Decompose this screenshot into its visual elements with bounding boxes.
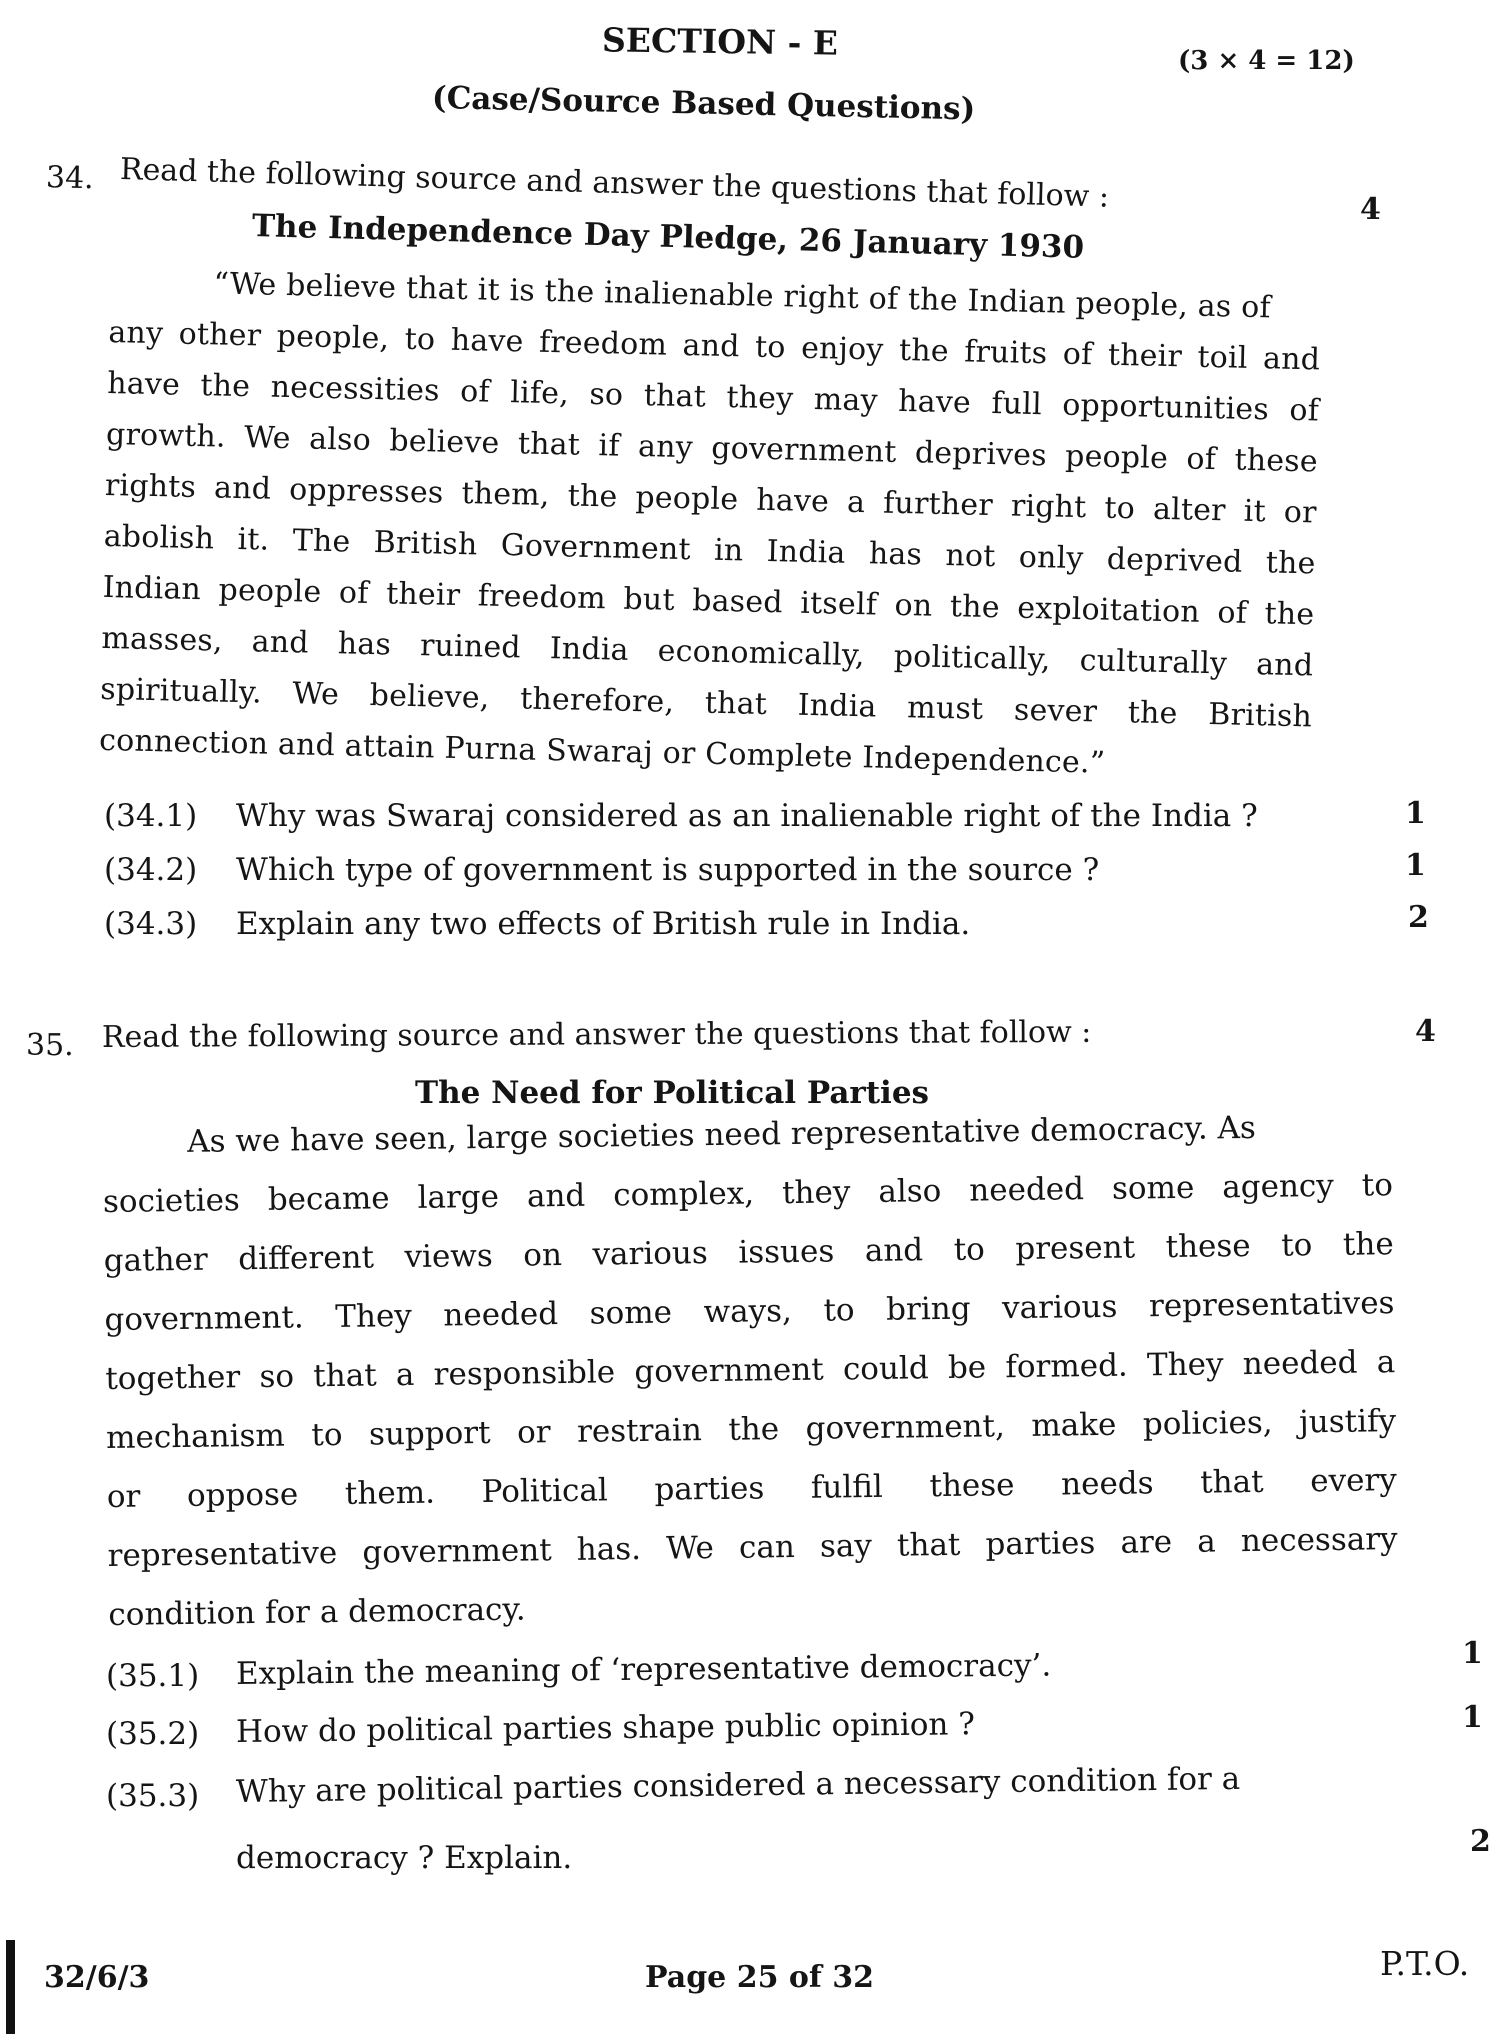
- sub-question-number: (34.1): [104, 798, 198, 834]
- section-marks-scheme: (3 × 4 = 12): [1178, 46, 1355, 76]
- sub-question-text: Explain the meaning of ‘representative democracy’.: [235, 1647, 1052, 1692]
- source-line: together so that a responsible government could be formed. They needed a: [105, 1344, 1396, 1397]
- sub-question-number: (35.3): [106, 1778, 200, 1814]
- page-number: Page 25 of 32: [645, 1960, 874, 1995]
- source-line: representative government has. We can say that parties are a necessary: [107, 1521, 1398, 1574]
- source-line: have the necessities of life, so that they may have full opportunities of: [106, 365, 1320, 429]
- source-line: any other people, to have freedom and to enjoy the fruits of their toil and: [108, 314, 1321, 378]
- source-line: growth. We also believe that if any government deprives people of these: [105, 416, 1319, 480]
- source-line: mechanism to support or restrain the government, make policies, justify: [105, 1403, 1397, 1456]
- sub-question-marks: 1: [1405, 796, 1426, 831]
- sub-question-marks: 1: [1405, 848, 1426, 883]
- sub-question-marks: 1: [1462, 1636, 1483, 1671]
- question-number: 34.: [45, 160, 95, 197]
- question-marks: 4: [1360, 192, 1381, 227]
- paper-code: 32/6/3: [44, 1960, 150, 1995]
- question-prompt: Read the following source and answer the questions that follow :: [101, 1014, 1092, 1055]
- pto-label: P.T.O.: [1380, 1944, 1470, 1983]
- source-title: The Independence Day Pledge, 26 January 1930: [251, 208, 1085, 266]
- sub-question-marks: 1: [1462, 1700, 1483, 1735]
- sub-question-text: How do political parties shape public opinion ?: [235, 1706, 976, 1750]
- source-line: As we have seen, large societies need representative democracy. As: [186, 1109, 1257, 1160]
- sub-question-text: Which type of government is supported in the source ?: [236, 852, 1100, 888]
- sub-question-text: Why was Swaraj considered as an inalienable right of the India ?: [236, 798, 1258, 834]
- sub-question-number: (35.1): [106, 1658, 200, 1694]
- sub-question-text-continued: democracy ? Explain.: [236, 1840, 573, 1876]
- section-heading: SECTION - E: [601, 20, 839, 63]
- source-line: rights and oppresses them, the people have a further right to alter it or: [104, 467, 1318, 531]
- section-subtitle: (Case/Source Based Questions): [431, 80, 976, 128]
- question-marks: 4: [1415, 1014, 1436, 1049]
- margin-bar: [6, 1940, 15, 2034]
- source-line: Indian people of their freedom but based itself on the exploitation of the: [102, 569, 1315, 633]
- sub-question-text: Why are political parties considered a necessary condition for a: [235, 1760, 1241, 1810]
- question-number: 35.: [26, 1028, 74, 1063]
- sub-question-text: Explain any two effects of British rule in India.: [236, 906, 971, 942]
- source-line: societies became large and complex, they also needed some agency to: [102, 1167, 1394, 1220]
- source-line: abolish it. The British Government in India has not only deprived the: [103, 518, 1316, 582]
- source-line: spiritually. We believe, therefore, that India must sever the British: [99, 671, 1313, 735]
- source-line: condition for a democracy.: [108, 1591, 526, 1633]
- sub-question-number: (35.2): [106, 1716, 200, 1752]
- source-passage: [98, 264, 1321, 801]
- source-passage: [102, 1108, 1399, 1656]
- source-line: connection and attain Purna Swaraj or Complete Independence.”: [98, 722, 1106, 781]
- sub-question-number: (34.2): [104, 852, 198, 888]
- source-line: “We believe that it is the inalienable right of the Indian people, as of: [213, 266, 1272, 326]
- source-line: government. They needed some ways, to bring various representatives: [104, 1285, 1395, 1338]
- sub-question-marks: 2: [1470, 1824, 1491, 1859]
- source-line: masses, and has ruined India economically, politically, culturally and: [101, 620, 1314, 684]
- source-title: The Need for Political Parties: [415, 1075, 930, 1111]
- source-line: gather different views on various issues and to present these to the: [103, 1226, 1394, 1279]
- sub-question-marks: 2: [1408, 900, 1429, 935]
- question-prompt: Read the following source and answer the questions that follow :: [119, 152, 1110, 215]
- source-line: or oppose them. Political parties fulfil these needs that every: [106, 1462, 1397, 1515]
- sub-question-number: (34.3): [104, 906, 198, 942]
